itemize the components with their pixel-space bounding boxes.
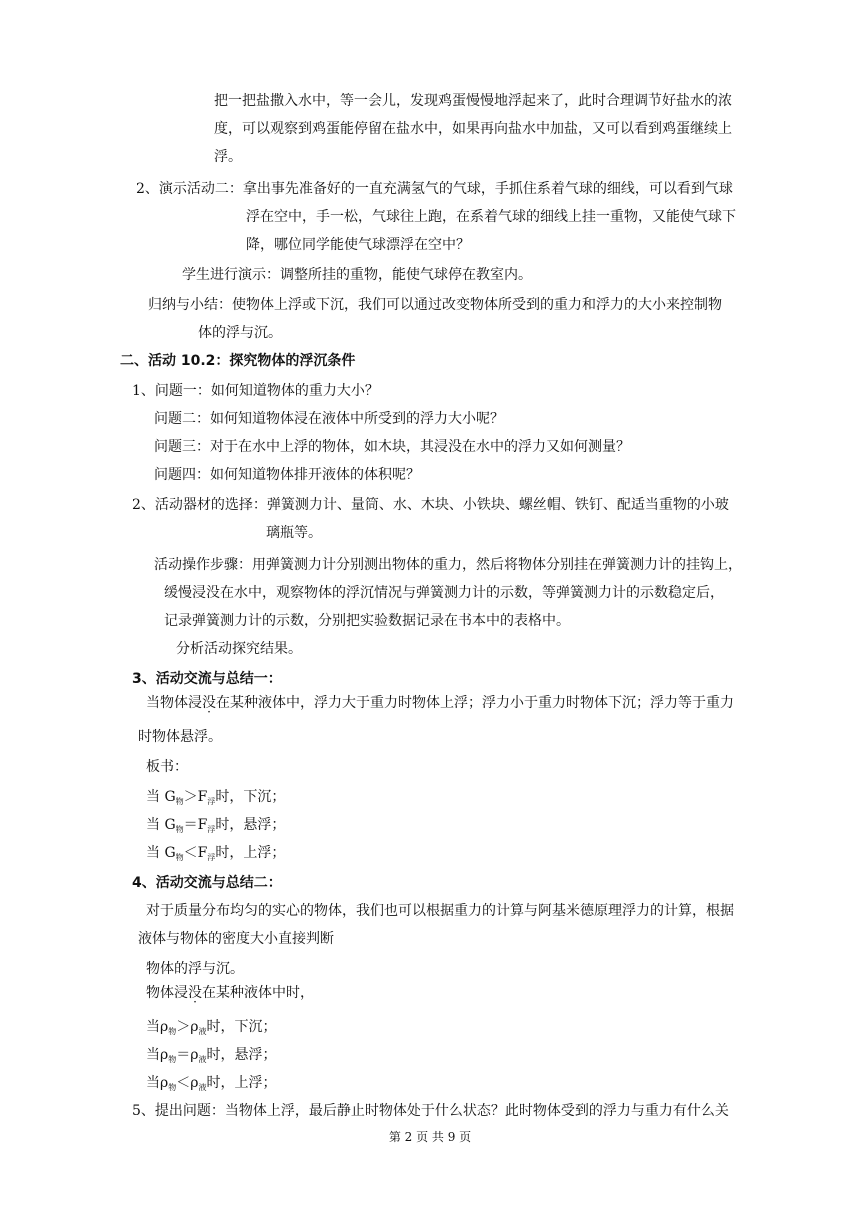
- paragraph-line: 度，可以观察到鸡蛋能停留在盐水中，如果再向盐水中加盐，又可以看到鸡蛋继续上: [214, 121, 732, 137]
- paragraph-line: 把一把盐撒入水中，等一会儿，发现鸡蛋慢慢地浮起来了，此时合理调节好盐水的浓: [214, 93, 732, 109]
- emphasis-dot-char: 没: [188, 985, 202, 1001]
- formula-line: 当 $G_物>F_浮$时，下沉；: [146, 789, 286, 806]
- section-heading: 3、活动交流与总结一：: [132, 671, 282, 687]
- paragraph-line: 璃瓶等。: [266, 525, 322, 541]
- paragraph-line: 时物体悬浮。: [138, 729, 222, 745]
- board-label: 板书：: [146, 759, 188, 775]
- formula-line: 当 $G_物<F_浮$时，上浮；: [146, 845, 286, 862]
- paragraph-line: 物体浸没在某种液体中时，: [146, 985, 314, 1001]
- question-line: 问题四：如何知道物体排开液体的体积呢？: [154, 467, 420, 483]
- paragraph-line: 5、提出问题：当物体上浮，最后静止时物体处于什么状态？此时物体受到的浮力与重力有什么关: [132, 1103, 729, 1119]
- paragraph-line: 浮。: [214, 149, 242, 165]
- formula-line: 当$\rho_物>\rho_液$时，下沉；: [146, 1019, 277, 1036]
- paragraph-line: 当物体浸没在某种液体中，浮力大于重力时物体上浮；浮力小于重力时物体下沉；浮力等于重力: [146, 695, 734, 711]
- paragraph-line: 活动操作步骤：用弹簧测力计分别测出物体的重力，然后将物体分别挂在弹簧测力计的挂钩上，: [154, 557, 742, 573]
- paragraph-line: 浮在空中，手一松，气球往上跑，在系着气球的细线上挂一重物，又能使气球下: [246, 209, 736, 225]
- paragraph-line: 物体的浮与沉。: [146, 961, 244, 977]
- paragraph-line: 体的浮与沉。: [198, 325, 282, 341]
- paragraph-line: 缓慢浸没在水中，观察物体的浮沉情况与弹簧测力计的示数，等弹簧测力计的示数稳定后，: [164, 585, 724, 601]
- paragraph-line: 对于质量分布均匀的实心的物体，我们也可以根据重力的计算与阿基米德原理浮力的计算，根据: [146, 903, 734, 919]
- formula-line: 当$\rho_物<\rho_液$时，上浮；: [146, 1075, 277, 1092]
- paragraph-line: 记录弹簧测力计的示数，分别把实验数据记录在书本中的表格中。: [164, 613, 570, 629]
- question-line: 1、问题一：如何知道物体的重力大小？: [132, 383, 379, 399]
- paragraph-line: 2、活动器材的选择：弹簧测力计、量筒、水、木块、小铁块、螺丝帽、铁钉、配适当重物的小玻: [132, 497, 729, 513]
- paragraph-line: 归纳与小结：使物体上浮或下沉，我们可以通过改变物体所受到的重力和浮力的大小来控制物: [148, 297, 722, 313]
- page-number-footer: 第 2 页 共 9 页: [388, 1130, 472, 1144]
- emphasis-dot-char: 没: [202, 695, 216, 711]
- question-line: 问题二：如何知道物体浸在液体中所受到的浮力大小呢？: [154, 411, 504, 427]
- formula-line: 当$\rho_物=\rho_液$时，悬浮；: [146, 1047, 277, 1064]
- paragraph-line: 分析活动探究结果。: [176, 641, 302, 657]
- section-heading: 4、活动交流与总结二：: [132, 875, 282, 891]
- formula-line: 当 $G_物=F_浮$时，悬浮；: [146, 817, 286, 834]
- paragraph-line: 降，哪位同学能使气球漂浮在空中？: [246, 237, 470, 253]
- question-line: 问题三：对于在水中上浮的物体，如木块，其浸没在水中的浮力又如何测量？: [154, 439, 630, 455]
- paragraph-line: 液体与物体的密度大小直接判断: [138, 931, 334, 947]
- paragraph-line: 2、演示活动二：拿出事先准备好的一直充满氢气的气球，手抓住系着气球的细线，可以看到气球: [136, 181, 733, 197]
- section-heading: 二、活动 10.2：探究物体的浮沉条件: [120, 353, 356, 369]
- paragraph-line: 学生进行演示：调整所挂的重物，能使气球停在教室内。: [182, 267, 532, 283]
